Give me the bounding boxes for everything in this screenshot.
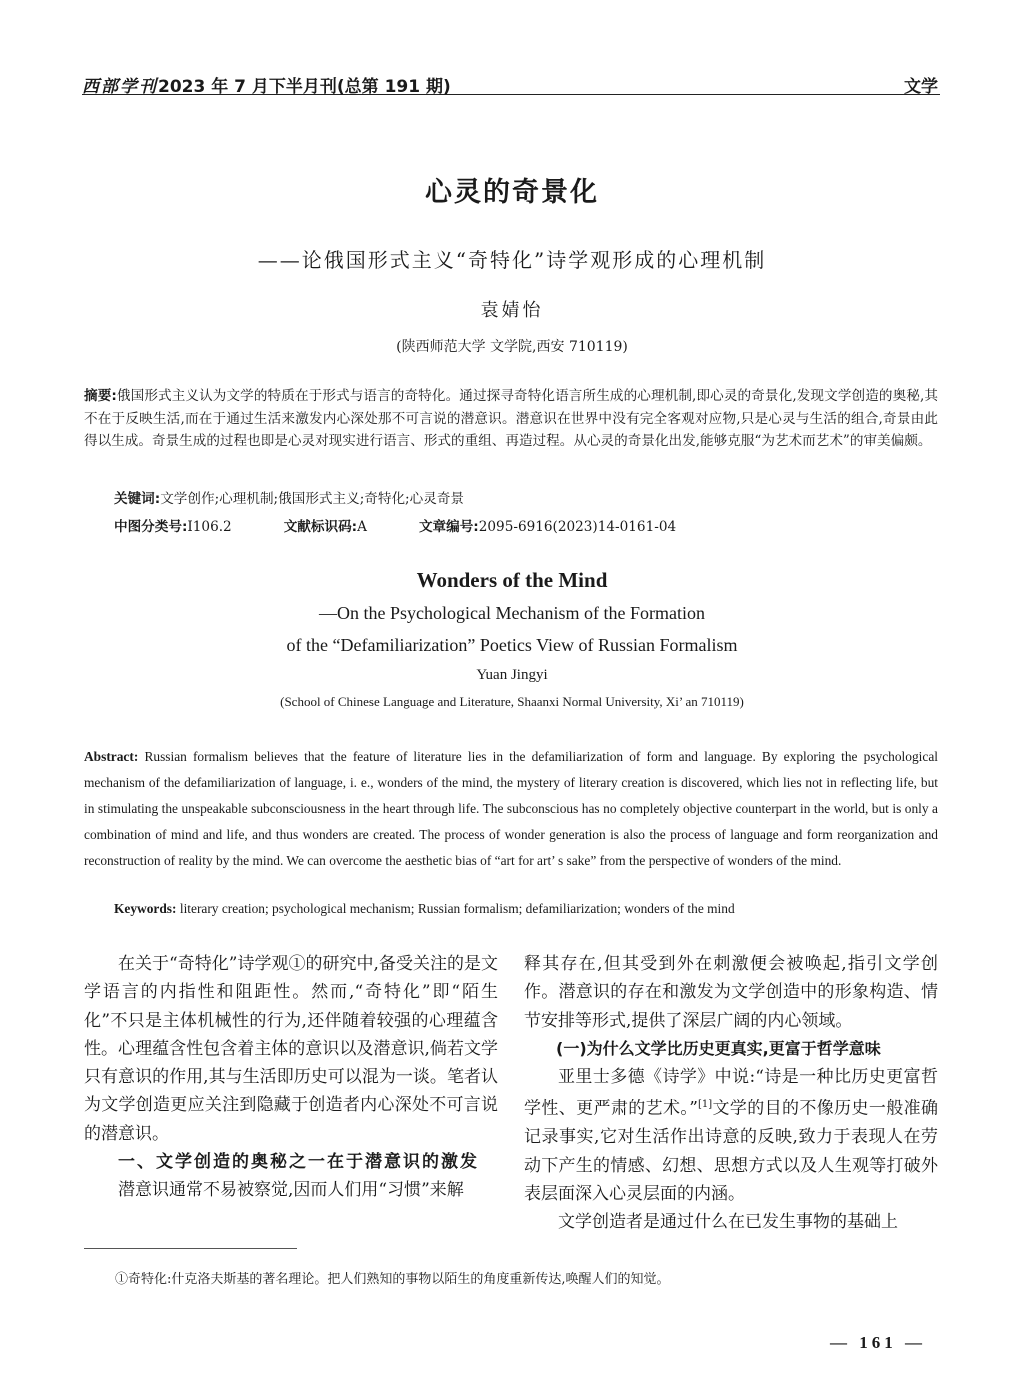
- section-heading-1: 一、文学创造的奥秘之一在于潜意识的激发: [118, 1152, 479, 1173]
- article-no-label: 文章编号:: [418, 519, 479, 535]
- en-subtitle-line2: of the “Defamiliarization” Poetics View of Russian Formalism: [286, 635, 738, 655]
- paragraph-text: 亚里士多德《诗学》中说:“诗是一种比历史更富哲学性、更严肃的艺术。”: [524, 1067, 938, 1120]
- cn-abstract-text: 俄国形式主义认为文学的特质在于形式与语言的奇特化。通过探寻奇特化语言所生成的心理机制,即心灵的奇景化,发现文学创造的奥秘,其不在于反映生活,而在于通过生活来激发内心深处那不可言说的潜意识。潜意识在世界中没有完全客观对应物,只是心灵与生活的组合,奇景由此得以生成。奇景生成的过程也即是心灵对现实进行语言、形式的重组、再造过程。从心灵的奇景化出发,能够克服“为艺术而艺术”的审美偏颇。: [84, 388, 938, 450]
- en-keywords-text: literary creation; psychological mechanism; Russian formalism; defamiliarization; wonders of the mind: [179, 901, 735, 916]
- clc-label: 中图分类号:: [114, 519, 188, 535]
- article-title: 心灵的奇景化: [425, 177, 599, 208]
- body-column-right: [524, 950, 938, 1237]
- paragraph: [524, 1063, 938, 1208]
- running-header: [82, 66, 940, 95]
- issue-info: 2023 年 7 月下半月刊(总第 191 期): [158, 77, 451, 97]
- en-abstract-text: Russian formalism believes that the feature of literature lies in the defamiliarization of form and language. By exploring the psychological mechanism of the defamiliarization of language, i. e., wonders of the mind, the mystery of literary creation is discovered, which lies not in reflecting life, but in stimulating the unspeakable subconsciousness in the heart through life. The subconscious has no completely objective counterpart in the world, but is only a combination of mind and life, and thus wonders are created. The process of wonder generation is also the process of language and form reorganization and reconstruction of reality by the mind. We can overcome the aesthetic bias of “art for art’ s sake” from the perspective of wonders of the mind.: [84, 749, 938, 868]
- cn-abstract: [84, 385, 938, 453]
- body-column-left: [84, 950, 498, 1205]
- paragraph: 释其存在,但其受到外在刺激便会被唤起,指引文学创作。潜意识的存在和激发为文学创造中的形象构造、情节安排等形式,提供了深层广阔的内心领域。: [524, 954, 938, 1031]
- en-abstract-label: Abstract:: [84, 749, 139, 764]
- doc-code-label: 文献标识码:: [283, 519, 358, 535]
- journal-logo: 西部学刊: [82, 77, 158, 97]
- cn-abstract-label: 摘要:: [84, 388, 117, 404]
- author-affiliation: (陕西师范大学 文学院,西安 710119): [396, 339, 628, 355]
- cn-keywords-text: 文学创作;心理机制;俄国形式主义;奇特化;心灵奇景: [160, 491, 465, 507]
- cn-keywords-label: 关键词:: [114, 491, 161, 507]
- article-subtitle: ——论俄国形式主义“奇特化”诗学观形成的心理机制: [257, 248, 767, 272]
- en-subtitle-line1: —On the Psychological Mechanism of the Formation: [319, 603, 705, 623]
- author-name: 袁婧怡: [480, 300, 544, 321]
- article-no-value: 2095-6916(2023)14-0161-04: [478, 519, 677, 535]
- cn-keywords: [114, 487, 464, 507]
- clc-value: I106.2: [187, 519, 232, 535]
- section-heading-2: (一)为什么文学比历史更真实,更富于哲学意味: [556, 1038, 881, 1058]
- en-keywords-label: Keywords:: [114, 901, 177, 916]
- journal-issue: [82, 72, 451, 97]
- citation-ref[interactable]: [1]: [697, 1099, 713, 1111]
- paragraph: 潜意识通常不易被察觉,因而人们用“习惯”来解: [118, 1180, 464, 1201]
- paragraph: 在关于“奇特化”诗学观①的研究中,备受关注的是文学语言的内指性和阻距性。然而,“奇特化”即“陌生化”不只是主体机械性的行为,还伴随着较强的心理蕴含性。心理蕴含性包含着主体的意识以及潜意识,倘若文学只有意识的作用,其与生活即历史可以混为一谈。笔者认为文学创造更应关注到隐藏于创造者内心深处不可言说的潜意识。: [84, 954, 498, 1144]
- footnote-rule: [84, 1248, 297, 1249]
- page-number: — 161 —: [830, 1333, 926, 1352]
- en-affiliation: (School of Chinese Language and Literature, Shaanxi Normal University, Xi’ an 710119): [280, 694, 744, 709]
- section-label: 文学: [904, 77, 938, 97]
- doc-code-value: A: [357, 519, 367, 535]
- en-author: Yuan Jingyi: [476, 667, 548, 683]
- paragraph-text: 文学的目的不像历史一般准确记录事实,它对生活作出诗意的反映,致力于表现人在劳动下产生的情感、幻想、思想方式以及人生观等打破外表层面深入心灵层面的内涵。: [524, 1099, 938, 1205]
- en-abstract: [84, 744, 938, 874]
- en-keywords: [114, 901, 735, 917]
- footnote: ①奇特化:什克洛夫斯基的著名理论。把人们熟知的事物以陌生的角度重新传达,唤醒人们的知觉。: [115, 1272, 670, 1287]
- classification-line: [114, 515, 676, 535]
- en-title: Wonders of the Mind: [416, 568, 608, 592]
- paragraph: 文学创造者是通过什么在已发生事物的基础上: [558, 1212, 898, 1233]
